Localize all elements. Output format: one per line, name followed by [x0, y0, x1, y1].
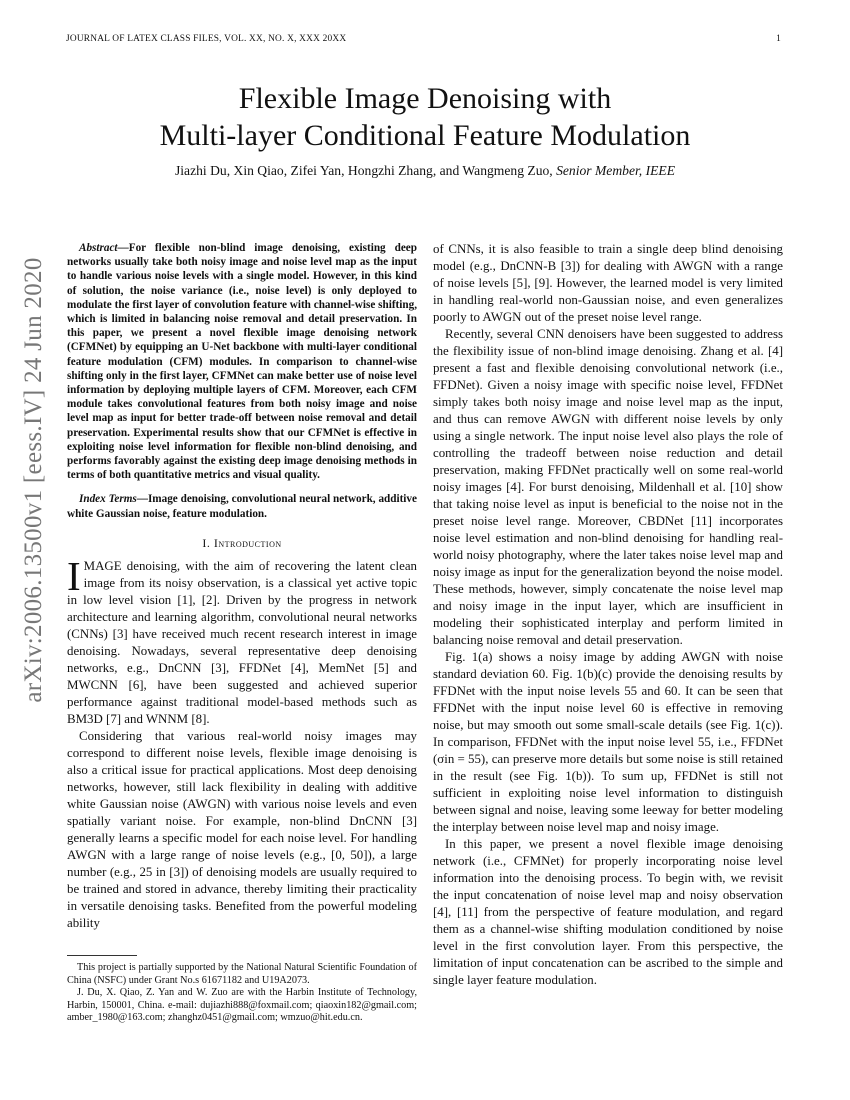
footnotes	[67, 962, 417, 1025]
paper-title	[0, 80, 850, 154]
abstract-text: —For flexible non-blind image denoising, existing deep networks usually take both noisy image and noise level map as the input to handle various noise levels with a single model. However, in this kind of solution, the noise variance (i.e., noise level) is only deployed to modulate the first layer of convolution feature with channel-wise shifting, which is limited in balancing noise removal and detail preservation. In this paper, we present a novel flexible image denoising network (CFMNet) by equipping an U-Net backbone with multi-layer conditional feature modulation (CFM) modules. In comparison to channel-wise shifting only in the first layer, CFMNet can make better use of noise level information by deploying multiple layers of CFM. Moreover, each CFM module takes convolutional features from both noisy image and noise level map as input for better trade-off between noise removal and detail preservation. Experimental results show that our CFMNet is effective in exploiting noise level information for flexible non-blind denoising, and performs favorably against the existing deep image denoising methods in terms of both quantitative metrics and visual quality.	[67, 242, 417, 482]
index-terms	[67, 492, 417, 520]
right-paragraph-4: In this paper, we present a novel flexible image denoising network (i.e., CFMNet) for properly incorporating noise level information into the denoising process. To begin with, we revisit the input concatenation of noise level map and noisy observation [4], [11] from the perspective of feature modulation, and regard them as a channel-wise shifting modulation conditioned by noise level in the first convolution layer. From this perspective, the limitation of input concatenation can be ascribed to the simple and single layer feature modulation.	[433, 837, 783, 987]
page-number: 1	[776, 34, 781, 44]
intro-paragraph-1-text: MAGE denoising, with the aim of recovering the latent clean image from its noisy observation, is a classical yet active topic in low level vision [1], [2]. Driven by the progress in network architecture and learning algorithm, convolutional neural networks (CNNs) [3] have received much recent research interest in image denoising. Nowadays, several representative deep denoising networks, e.g., DnCNN [3], FFDNet [4], MemNet [5] and MWCNN [6], have been suggested and achieved superior performance against traditional model-based methods such as BM3D [7] and WNNM [8].	[67, 558, 417, 726]
abstract	[67, 241, 417, 482]
index-terms-text: —Image denoising, convolutional neural network, additive white Gaussian noise, feature modulation.	[67, 493, 417, 520]
section-heading: I. Introduction	[202, 535, 282, 550]
right-paragraph-1: of CNNs, it is also feasible to train a single deep blind denoising model (e.g., DnCNN-B [3]) for dealing with AWGN with a range of noise levels [5], [9]. However, the learned model is very limited in handling real-world non-Gaussian noise, and even generalizes poorly to AWGN out of the preset noise level range.	[433, 242, 783, 324]
footnote-affiliation: J. Du, X. Qiao, Z. Yan and W. Zuo are with the Harbin Institute of Technology, Harbin, 150001, China. e-mail: dujiazhi888@foxmail.com; qiaoxin182@gmail.com; amber_1980@163.com; zhanghz0451@gmail.com; wmzuo@hit.edu.cn.	[67, 987, 417, 1024]
right-column	[433, 241, 783, 989]
index-terms-label: Index Terms	[79, 493, 137, 506]
title-line-1: Flexible Image Denoising with	[238, 82, 612, 115]
intro-paragraph-2: Considering that various real-world noisy images may correspond to different noise levels, flexible image denoising is also a critical issue for practical applications. Most deep denoising networks, however, still lack flexibility in dealing with additive white Gaussian noise (AWGN) with various noise levels and even spatially variant noise. For example, non-blind DnCNN [3] generally learns a specific model for each noise level. For handling AWGN with a large range of noise levels (e.g., [0, 50]), a large number (e.g., 25 in [3]) of denoising models are usually required to be trained and stored in advance, thereby limiting their practicality in versatile denoising tasks. Benefited from the powerful modeling ability	[67, 728, 417, 930]
right-paragraph-2: Recently, several CNN denoisers have been suggested to address the flexibility issue of non-blind image denoising. Zhang et al. [4] present a fast and flexible denoising convolutional network (i.e., FFDNet). Given a noisy image with specific noise level, FFDNet simply takes both noisy image and noise level map as the input, and thus can remove AWGN with different noise levels by only using a single network. The input noise level also plays the role of controlling the tradeoff between noise reduction and detail preservation, making FFDNet practically well on some real-world noisy images [4]. For burst denoising, Mildenhall et al. [10] show that taking noise level as input is beneficial to the noise not in the preset noise level range. Moreover, CBDNet [11] incorporates noise level estimation and non-blind denoising for handling real-world noisy photography, where the later takes noise level map and noisy image as input for the generalization beyond the noise model. These methods, however, simply concatenate the noise level map and noisy image in the input layer, which are insufficient in modeling their sophisticated interplay and perform limited in balancing noise removal and detail preservation.	[433, 327, 783, 647]
footnote-rule	[67, 955, 137, 956]
abstract-label: Abstract	[79, 242, 118, 254]
left-column	[67, 241, 417, 932]
author-list	[0, 163, 850, 179]
footnote-funding: This project is partially supported by the National Natural Scientific Foundation of China (NSFC) under Grant No.s 61671182 and U19A2073.	[67, 962, 417, 986]
title-line-2: Multi-layer Conditional Feature Modulation	[159, 119, 691, 152]
author-membership: Senior Member, IEEE	[556, 163, 676, 178]
author-names: Jiazhi Du, Xin Qiao, Zifei Yan, Hongzhi Zhang, and Wangmeng Zuo,	[174, 163, 553, 178]
running-header: JOURNAL OF LATEX CLASS FILES, VOL. XX, NO. X, XXX 20XX	[66, 34, 347, 44]
right-paragraph-3: Fig. 1(a) shows a noisy image by adding AWGN with noise standard deviation 60. Fig. 1(b)(c) provide the denoising results by FFDNet with the input noise levels 55 and 60. It can be seen that FFDNet with the input noise level 60 is effective in removing noise, but may smooth out some small-scale details (see Fig. 1(c)). In comparison, FFDNet with the input noise level 55, i.e., FFDNet (σin = 55), can preserve more details but some noise is still retained in the result (see Fig. 1(b)). To sum up, FFDNet is still not sufficient in exploiting noise level information to distinguish between signal and noise, leaving some leeway for better modeling the interplay between noise level map and noisy image.	[433, 650, 783, 834]
arxiv-stamp: arXiv:2006.13500v1 [eess.IV] 24 Jun 2020	[20, 257, 47, 703]
intro-paragraph-1	[67, 552, 417, 728]
drop-cap: I	[67, 552, 81, 599]
